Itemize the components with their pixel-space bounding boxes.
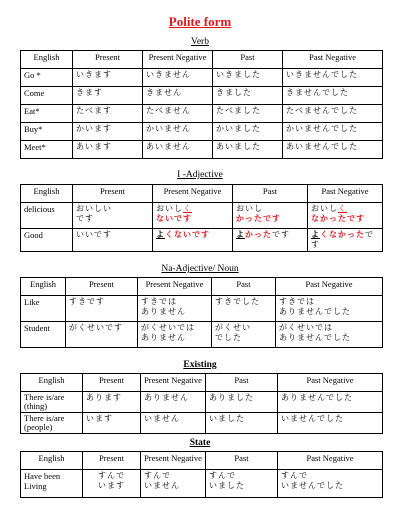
cell-line: ありませんでした (279, 307, 351, 316)
cell-past-negative: ありませんでした (278, 392, 383, 413)
cell-past: いきました (213, 69, 283, 87)
existing-table (20, 373, 383, 434)
header-english: English (21, 185, 73, 203)
cell-english: Buy* (21, 123, 73, 141)
cell-line: います (98, 481, 125, 490)
cell-present-negative: たべません (143, 105, 213, 123)
table-header-row (21, 51, 383, 69)
header-past-negative: Past Negative (283, 51, 383, 69)
header-past-negative: Past Negative (276, 278, 383, 296)
cell-english: There is/are (thing) (21, 392, 83, 413)
cell-line: なかったです (311, 214, 365, 223)
stem: よ (236, 230, 245, 239)
table-row (21, 105, 383, 123)
stem: よ (156, 230, 165, 239)
cell-english: Meet* (21, 141, 73, 159)
cell-line: いました (209, 481, 245, 490)
table-row (21, 413, 383, 434)
cell-present: あいます (73, 141, 143, 159)
cell-line: ありません (141, 307, 186, 316)
cell-present: います (83, 413, 141, 434)
cell-line: かったです (236, 214, 281, 223)
table-row (21, 87, 383, 105)
cell-past: かいました (213, 123, 283, 141)
cell-present (73, 203, 153, 229)
cell-past: あいました (213, 141, 283, 159)
cell-past-negative: いませんでした (278, 413, 383, 434)
cell-past-negative: かいませんでした (283, 123, 383, 141)
cell-present-negative: かいません (143, 123, 213, 141)
header-english: English (21, 51, 73, 69)
cell-present: いいです (73, 229, 153, 252)
header-present: Present (83, 452, 141, 470)
cell-present-negative: いません (141, 413, 206, 434)
cell-present-negative: きません (143, 87, 213, 105)
table-row (21, 229, 383, 252)
i-adjective-table (20, 184, 383, 252)
stem: おいし (311, 204, 338, 213)
cell-present-negative: ありません (141, 392, 206, 413)
cell-line: おいし (236, 204, 263, 213)
cell-past-negative (276, 296, 383, 322)
cell-line: すんで (144, 471, 171, 480)
cell-english: delicious (21, 203, 73, 229)
suffix: です (311, 230, 374, 249)
cell-english: Go * (21, 69, 73, 87)
cell-present-negative (153, 229, 233, 252)
cell-past-negative: きませんでした (283, 87, 383, 105)
state-table (20, 451, 383, 498)
cell-english: Good (21, 229, 73, 252)
header-past: Past (213, 51, 283, 69)
header-english: English (21, 452, 83, 470)
cell-past-negative: たべませんでした (283, 105, 383, 123)
table-row (21, 203, 383, 229)
cell-present: かいます (73, 123, 143, 141)
highlight: く (183, 204, 192, 213)
section-title-existing: Existing (183, 360, 217, 370)
cell-present-negative (153, 203, 233, 229)
header-english: English (21, 278, 66, 296)
table-header-row (21, 278, 383, 296)
header-present-negative: Present Negative (153, 185, 233, 203)
cell-present: たべます (73, 105, 143, 123)
cell-line: おいしい (76, 204, 112, 213)
table-row (21, 141, 383, 159)
cell-english: Student (21, 322, 66, 348)
header-present-negative: Present Negative (143, 51, 213, 69)
page-title: Polite form (168, 14, 232, 29)
cell-line: がくせい (215, 323, 251, 332)
cell-line: いませんでした (281, 481, 344, 490)
header-past: Past (233, 185, 308, 203)
header-present: Present (73, 185, 153, 203)
cell-present: きます (73, 87, 143, 105)
cell-present-negative: いきません (143, 69, 213, 87)
cell-line: ありませんでした (279, 333, 351, 342)
cell-line: すんで (98, 471, 125, 480)
section-title-i-adjective: I -Adjective (177, 170, 223, 180)
cell-past-negative (276, 322, 383, 348)
cell-present (83, 470, 141, 498)
table-row (21, 296, 383, 322)
header-past-negative: Past Negative (308, 185, 383, 203)
header-past-negative: Past Negative (278, 452, 383, 470)
header-present-negative: Present Negative (141, 374, 206, 392)
cell-line: いません (144, 481, 180, 490)
header-present: Present (73, 51, 143, 69)
cell-past-negative (308, 229, 383, 252)
cell-present-negative (138, 322, 212, 348)
cell-past (233, 229, 308, 252)
highlight: くないです (165, 230, 210, 239)
section-title-na-adjective: Na-Adjective/ Noun (161, 264, 239, 274)
table-row (21, 392, 383, 413)
cell-line (311, 204, 379, 214)
cell-present: あります (83, 392, 141, 413)
cell-past (233, 203, 308, 229)
table-header-row (21, 185, 383, 203)
cell-present-negative (138, 296, 212, 322)
cell-line: すきでは (279, 297, 315, 306)
table-header-row (21, 374, 383, 392)
stem: よ (311, 230, 320, 239)
header-past: Past (212, 278, 276, 296)
cell-line: すきでは (141, 297, 177, 306)
cell-past (212, 322, 276, 348)
section-title-verb: Verb (191, 37, 209, 47)
table-row (21, 322, 383, 348)
cell-line: がくせいでは (279, 323, 333, 332)
cell-past: たべました (213, 105, 283, 123)
cell-line: がくせいでは (141, 323, 195, 332)
header-past: Past (206, 452, 278, 470)
cell-past: ありました (206, 392, 278, 413)
cell-past: いました (206, 413, 278, 434)
header-present: Present (83, 374, 141, 392)
highlight: かった (245, 230, 272, 239)
header-present-negative: Present Negative (141, 452, 206, 470)
cell-line: ありません (141, 333, 186, 342)
section-title-state: State (189, 438, 211, 448)
cell-present: がくせいです (66, 322, 138, 348)
cell-past: すきでした (212, 296, 276, 322)
cell-present: いきます (73, 69, 143, 87)
cell-english: Come (21, 87, 73, 105)
cell-english: Like (21, 296, 66, 322)
cell-present: すきです (66, 296, 138, 322)
cell-english: Have been Living (21, 470, 83, 498)
cell-past-negative: いきませんでした (283, 69, 383, 87)
header-past-negative: Past Negative (278, 374, 383, 392)
cell-english: Eat* (21, 105, 73, 123)
cell-line: でした (215, 333, 242, 342)
header-english: English (21, 374, 83, 392)
cell-present-negative: あいません (143, 141, 213, 159)
cell-english: There is/are (people) (21, 413, 83, 434)
cell-line: すんで (281, 471, 308, 480)
table-header-row (21, 452, 383, 470)
cell-past (206, 470, 278, 498)
highlight: くなかった (320, 230, 365, 239)
cell-present-negative (141, 470, 206, 498)
cell-line: すんで (209, 471, 236, 480)
cell-past-negative: あいませんでした (283, 141, 383, 159)
na-adjective-table (20, 277, 383, 348)
suffix: です (272, 230, 290, 239)
highlight: く (338, 204, 347, 213)
cell-past: きました (213, 87, 283, 105)
header-present-negative: Present Negative (138, 278, 212, 296)
table-row (21, 123, 383, 141)
table-row (21, 470, 383, 498)
cell-past-negative (308, 203, 383, 229)
cell-line: ないです (156, 214, 192, 223)
cell-past-negative (278, 470, 383, 498)
cell-line: です (76, 214, 94, 223)
header-present: Present (66, 278, 138, 296)
stem: おいし (156, 204, 183, 213)
cell-line (156, 204, 229, 214)
header-past: Past (206, 374, 278, 392)
table-row (21, 69, 383, 87)
verb-table (20, 50, 383, 159)
